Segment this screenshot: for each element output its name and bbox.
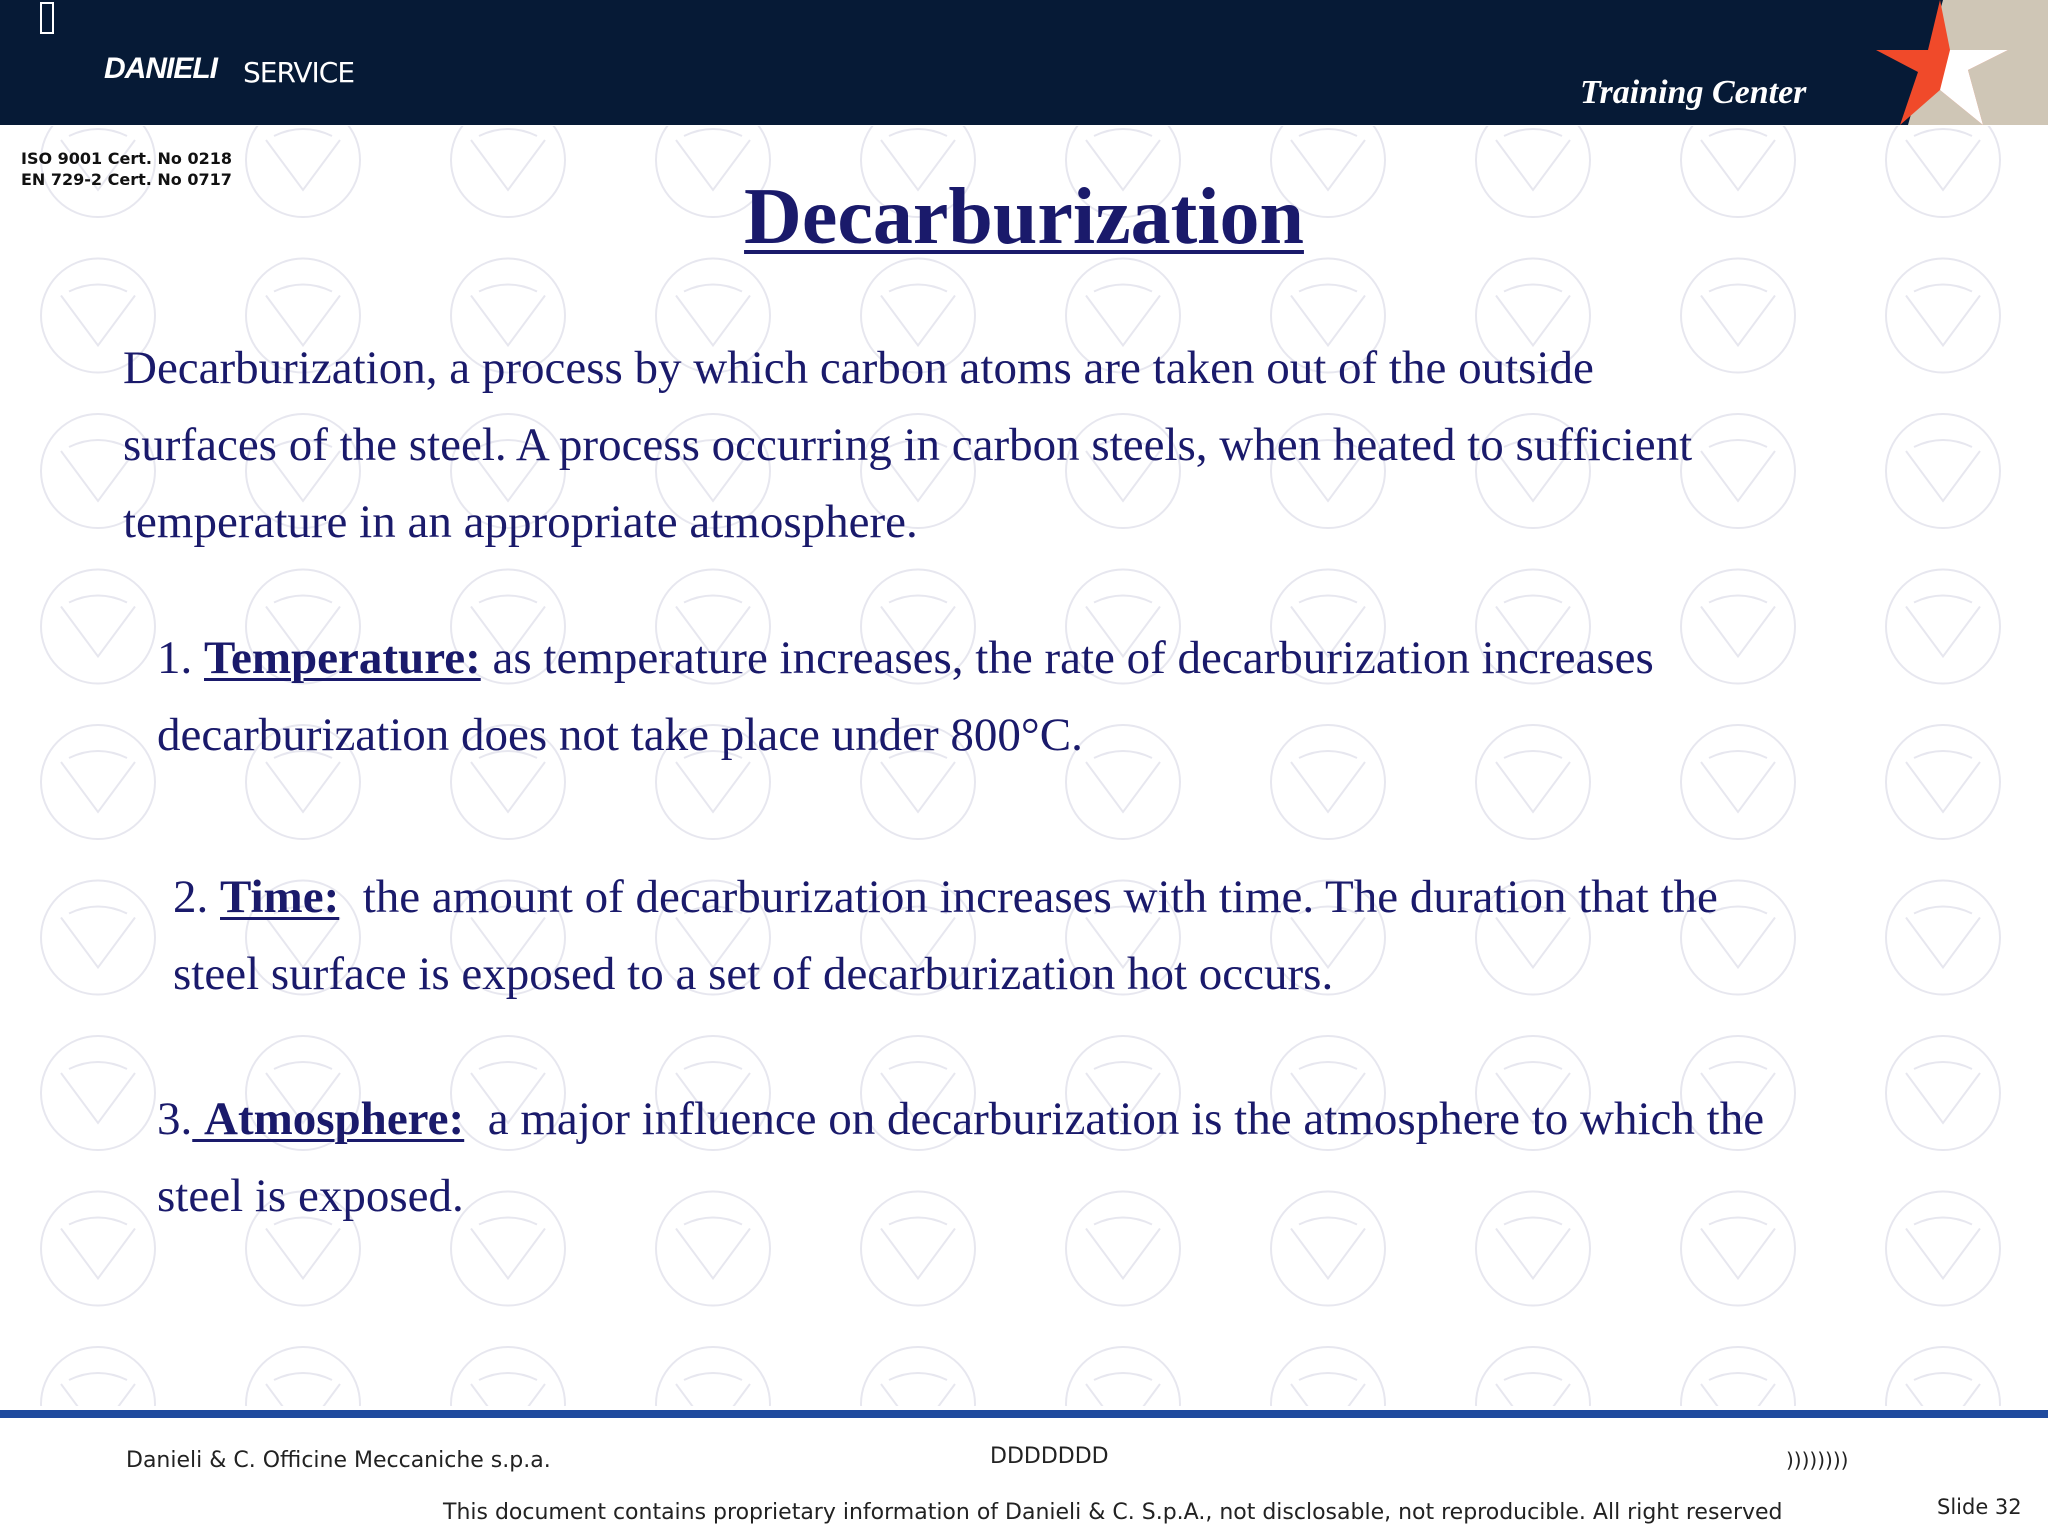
missing-glyph-icon	[40, 2, 54, 34]
intro-line: surfaces of the steel. A process occurring in carbon steels, when heated to sufficient	[123, 419, 1693, 471]
footer-divider	[0, 1410, 2048, 1418]
point-text: steel is exposed.	[157, 1170, 464, 1222]
intro-paragraph	[123, 330, 1692, 561]
brand-logo-text: DANIELI	[104, 52, 217, 85]
footer-code: DDDDDDD	[990, 1444, 1109, 1469]
footer-company: Danieli & C. Officine Meccaniche s.p.a.	[126, 1448, 551, 1473]
point-number: 2.	[173, 871, 209, 923]
intro-line: temperature in an appropriate atmosphere.	[123, 496, 918, 548]
en-cert: EN 729-2 Cert. No 0717	[21, 170, 232, 189]
iso-cert: ISO 9001 Cert. No 0218	[21, 149, 233, 168]
point-term: Temperature:	[204, 632, 481, 684]
service-label: SERVICE	[243, 56, 355, 89]
point-number: 3.	[157, 1093, 193, 1145]
point-time	[173, 859, 1718, 1013]
point-temperature	[157, 620, 1654, 774]
training-center-label: Training Center	[1580, 74, 1807, 111]
slide-title: Decarburization	[744, 173, 1304, 261]
point-atmosphere	[157, 1081, 1764, 1235]
footer-right-text: ))))))))	[1786, 1448, 1849, 1472]
point-text: as temperature increases, the rate of decarburization increases	[492, 632, 1654, 684]
point-text: the amount of decarburization increases with time. The duration that the	[362, 871, 1718, 923]
star-logo-icon	[1848, 0, 2048, 125]
point-number: 1.	[157, 632, 193, 684]
footer-notice: This document contains proprietary information of Danieli & C. S.p.A., not disclosable, not reproducible. All right reserved	[443, 1500, 1783, 1525]
slide-number: Slide 32	[1937, 1495, 2022, 1519]
intro-line: Decarburization, a process by which carbon atoms are taken out of the outside	[123, 342, 1594, 394]
point-term: Time:	[220, 871, 340, 923]
point-text: steel surface is exposed to a set of decarburization hot occurs.	[173, 948, 1334, 1000]
point-text: decarburization does not take place under 800°C.	[157, 709, 1083, 761]
header-bar	[0, 0, 2048, 125]
point-term: Atmosphere:	[204, 1093, 465, 1145]
point-text: a major influence on decarburization is the atmosphere to which the	[487, 1093, 1765, 1145]
